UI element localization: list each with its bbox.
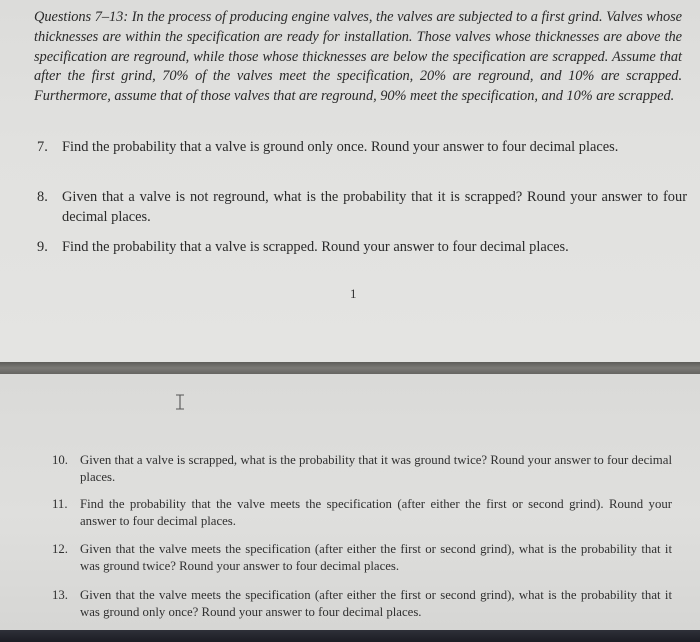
question-number: 10. bbox=[52, 453, 68, 467]
page-divider bbox=[0, 362, 700, 374]
question-13 bbox=[52, 587, 672, 621]
question-7 bbox=[37, 138, 687, 158]
question-text: Find the probability that a valve is ground only once. Round your answer to four decimal places. bbox=[62, 139, 619, 155]
question-text: Given that a valve is scrapped, what is the probability that it was ground twice? Round your answer to four decimal places. bbox=[80, 453, 672, 484]
question-text: Find the probability that the valve meets the specification (after either the first or second grind). Round your answer to four decimal places. bbox=[80, 497, 672, 528]
question-11 bbox=[52, 496, 672, 530]
text-cursor-icon bbox=[175, 394, 185, 410]
question-10 bbox=[52, 452, 672, 486]
question-text: Given that the valve meets the specification (after either the first or second grind), what is the probability that it was ground twice? Round your answer to four decimal places. bbox=[80, 542, 672, 573]
page-number: 1 bbox=[350, 286, 357, 301]
question-text: Find the probability that a valve is scrapped. Round your answer to four decimal places. bbox=[62, 239, 569, 255]
bottom-strip bbox=[0, 630, 700, 642]
question-8 bbox=[37, 188, 687, 228]
question-number: 9. bbox=[37, 239, 48, 255]
question-text: Given that the valve meets the specification (after either the first or second grind), what is the probability that it was ground only once? Round your answer to four decimal places. bbox=[80, 588, 672, 619]
question-12 bbox=[52, 541, 672, 575]
intro-paragraph: Questions 7–13: In the process of producing engine valves, the valves are subjected to a first grind. Valves whose thicknesses are within the specification are ready for installation. Those valves whose thicknesses are above the specification are reground, while those whose thicknesses are below the specification are scrapped. Assume that after the first grind, 70% of the valves meet the specification, 20% are reground, and 10% are scrapped. Furthermore, assume that of those valves that are reground, 90% meet the specification, and 10% are scrapped. bbox=[34, 9, 682, 105]
question-number: 12. bbox=[52, 542, 68, 556]
question-9 bbox=[37, 238, 687, 258]
question-number: 8. bbox=[37, 189, 48, 205]
question-number: 11. bbox=[52, 497, 68, 511]
question-number: 7. bbox=[37, 139, 48, 155]
question-number: 13. bbox=[52, 588, 68, 602]
question-text: Given that a valve is not reground, what is the probability that it is scrapped? Round your answer to four decimal places. bbox=[62, 189, 687, 225]
